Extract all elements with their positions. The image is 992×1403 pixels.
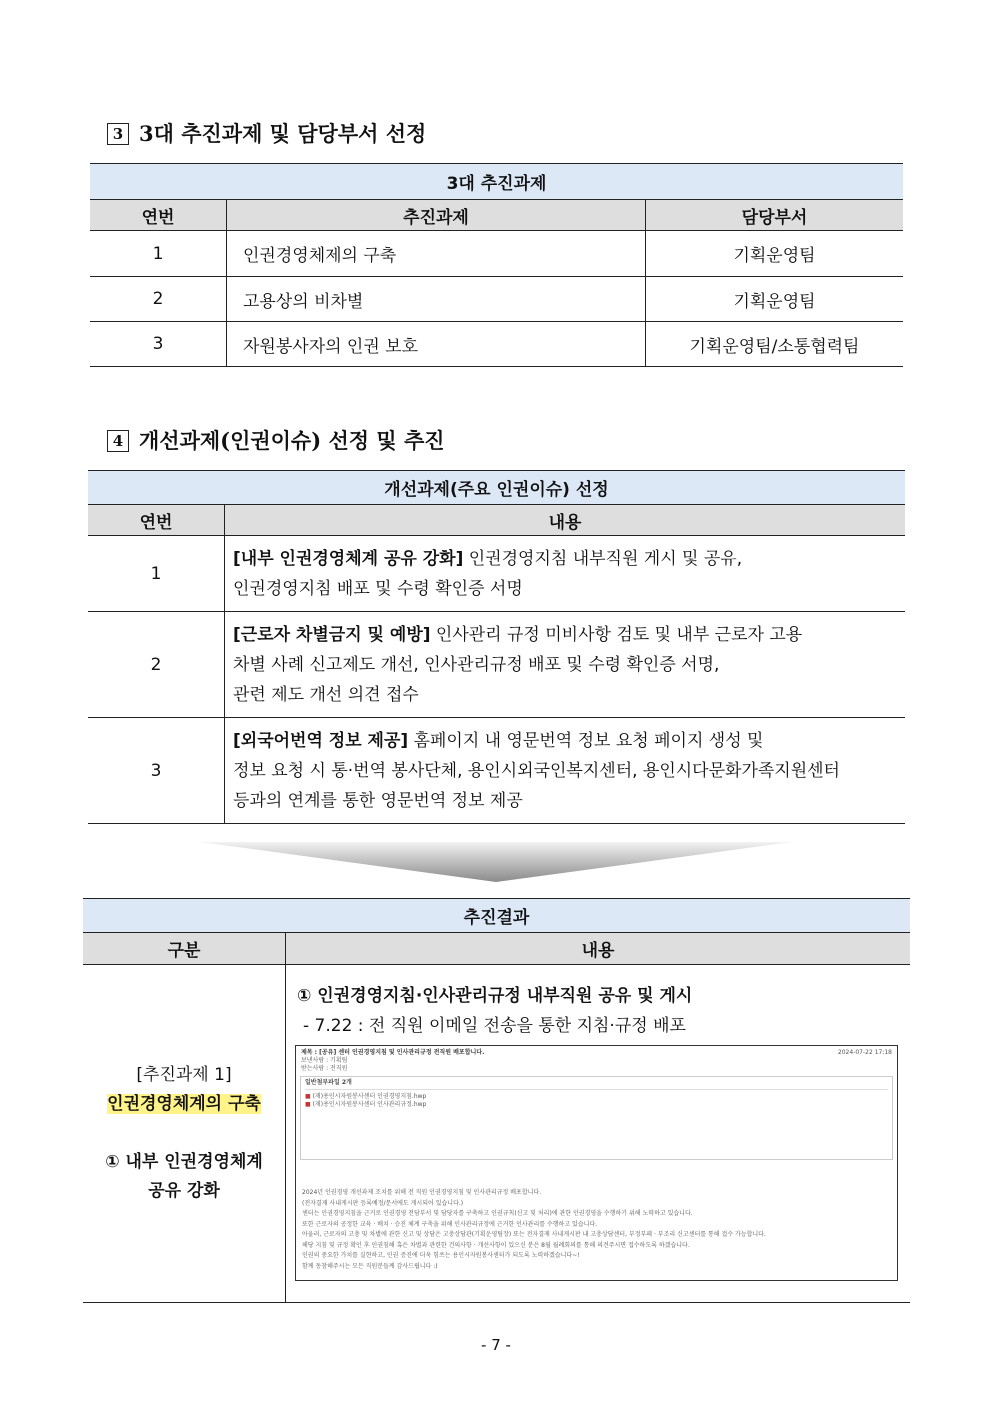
col-header-no: 연번 [90, 200, 227, 231]
page-number: - 7 - [481, 1336, 511, 1354]
result-sub2: 공유 강화 [148, 1181, 220, 1201]
down-arrow-icon [200, 842, 792, 884]
result-sub1: ① 내부 인권경영체계 [105, 1152, 263, 1172]
section4-number: 4 [107, 430, 129, 452]
col-header-task: 추진과제 [227, 200, 646, 231]
email-screenshot [295, 1045, 898, 1281]
col-header-content: 내용 [225, 505, 906, 536]
table-row: 2 [근로자 차별금지 및 예방] 인사관리 규정 미비사항 검토 및 내부 근로자 고용 차별 사례 신고제도 개선, 인사관리규정 배포 및 수령 확인증 서명, 관련 제도 개선 의견 접수 [88, 612, 905, 718]
attachment-item[interactable]: ■ (재)용인시자원봉사센터 인권경영지침.hwp [305, 1093, 427, 1100]
table-row [83, 965, 910, 1303]
result-bullet: - 7.22 : 전 직원 이메일 전송을 통한 지침·규정 배포 [303, 1016, 686, 1036]
section3-title: 3대 추진과제 및 담당부서 선정 [139, 121, 427, 146]
result-heading: ① 인권경영지침·인사관리규정 내부직원 공유 및 게시 [297, 986, 693, 1006]
attach-label: 일반첨부파일 2개 [305, 1079, 352, 1086]
table-row: 2 고용상의 비차별 기획운영팀 [90, 277, 903, 322]
table-row: 3 [외국어번역 정보 제공] 홈페이지 내 영문번역 정보 요청 페이지 생성 및 정보 요청 시 통·번역 봉사단체, 용인시외국인복지센터, 용인시다문화가족지원센터 등과의 연계를 통한 영문번역 정보 제공 [88, 718, 905, 824]
section4-heading [107, 425, 445, 455]
col-header-content: 내용 [286, 933, 911, 965]
table-caption: 추진결과 [83, 899, 910, 933]
email-to: 받는사람 : 전직원 [301, 1065, 348, 1072]
col-header-dept: 담당부서 [646, 200, 904, 231]
col-header-no: 연번 [88, 505, 225, 536]
table-caption: 개선과제(주요 인권이슈) 선정 [88, 471, 905, 505]
email-from: 보낸사람 : 기획팀 [301, 1057, 348, 1064]
email-subject: 제목 : [공유] 센터 인권경영지침 및 인사관리규정 전직원 배포합니다. [301, 1049, 485, 1056]
table-row: 1 [내부 인권경영체계 공유 강화] 인권경영지침 내부직원 게시 및 공유, 인권경영지침 배포 및 수령 확인증 서명 [88, 536, 905, 612]
result-task-name: 인권경영체계의 구축 [107, 1094, 261, 1114]
table-row: 3 자원봉사자의 인권 보호 기획운영팀/소통협력팀 [90, 322, 903, 367]
section4-title: 개선과제(인권이슈) 선정 및 추진 [139, 428, 445, 453]
email-body: 2024년 인권경영 개선과제 조치를 위해 전 직원 인권경영지침 및 인사관리규정 배포합니다. (전자결재 사내게시판 등록예정/문서에도 게시되어 있습니다.) 센터는 인권경영지침을 근거로 인권경영 전담부서 및 담당자를 구축하고 인권규칙(신고 및 처리)에 관한 인권경영을 수행하기 위해 노력하고 있습니다. 또한 근로자의 공정한 교육 · 배치 · 승진 체계 구축을 위해 인사관리규정에 근거한 인사관리를 수행하고 있습니다. 아울러, 근로자의 고충 및 차별에 관한 신고 및 상담은 고충상담관(기획운영팀장) 또는 전자결재 사내게시판 내 고충상담센터, 부정부패 · 부조리 신고센터를 통해 접수 가능합니다. 해당 지침 및 규정 확인 후 인권침해 혹은 차별과 관련한 건의사항 · 개선사항이 있으신 분은 8월 월례회의를 통해 의견주시면 접수하도록 하겠습니다. 인권의 중요한 가치를 실현하고, 인권 증진에 더욱 힘쓰는 용인시자원봉사센터가 되도록 노력하겠습니다~! 함께 동참해주시는 모든 직원분들께 감사드립니다 :) [302, 1189, 766, 1270]
col-header-category: 구분 [83, 933, 286, 965]
section3-number: 3 [107, 123, 129, 145]
table-caption: 3대 추진과제 [90, 164, 903, 200]
improvement-tasks-table [88, 470, 905, 824]
email-attachments [300, 1076, 893, 1160]
section3-heading [107, 118, 426, 148]
priority-tasks-table [90, 163, 903, 367]
result-table [83, 898, 910, 1303]
result-task-label: [추진과제 1] [136, 1065, 232, 1085]
email-date: 2024-07-22 17:18 [837, 1049, 892, 1056]
table-row: 1 인권경영체제의 구축 기획운영팀 [90, 231, 903, 277]
attachment-item[interactable]: ■ (재)용인시자원봉사센터 인사관리규정.hwp [305, 1101, 427, 1108]
